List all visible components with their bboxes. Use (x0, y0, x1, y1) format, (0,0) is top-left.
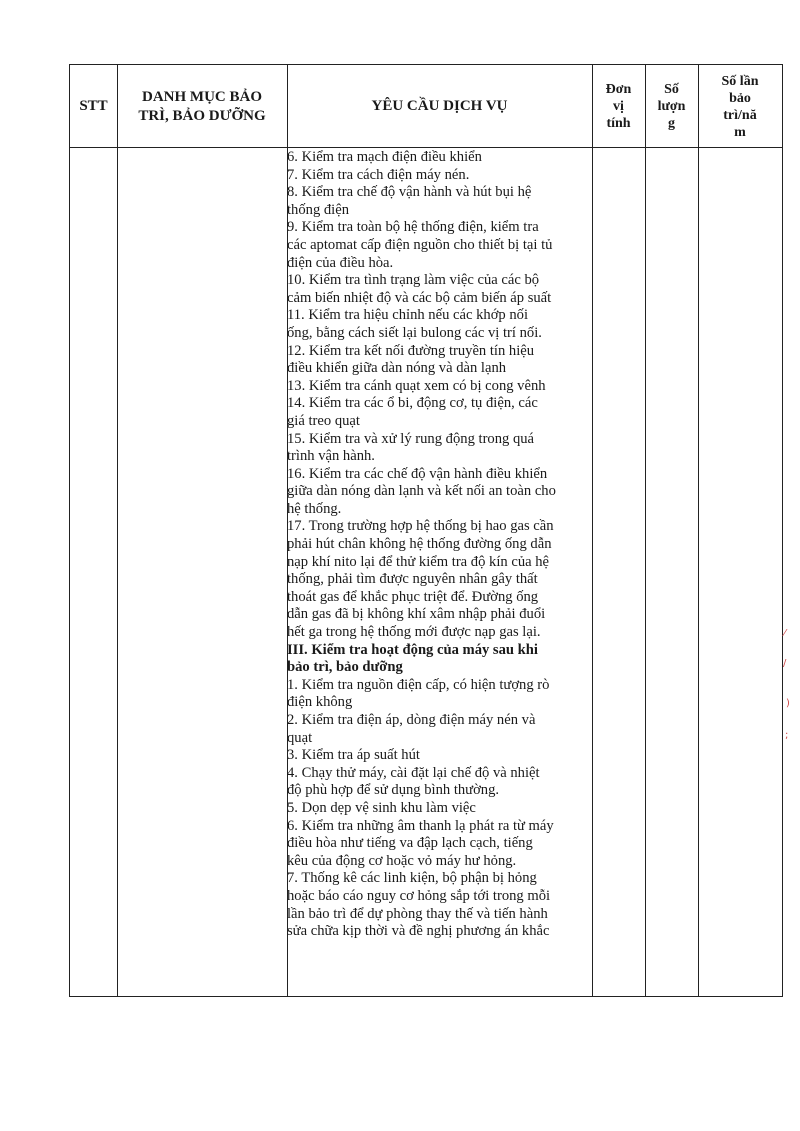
column-divider (698, 65, 699, 996)
header-so-luong-line: Số (664, 82, 679, 97)
text-line: hệ thống. (287, 500, 342, 517)
table-header (70, 65, 782, 148)
header-so-lan-line: bảo (729, 90, 751, 106)
header-don-vi-line: tính (606, 116, 631, 131)
header-so-luong (645, 65, 698, 148)
text-line: 8. Kiểm tra chế độ vận hành và hút bụi hệ (287, 184, 532, 201)
text-line: điều hòa như tiếng va đập lạch cạch, tiếng (287, 835, 533, 852)
text-line: lần bảo trì để dự phòng thay thế và tiến hành (287, 905, 548, 922)
text-line: độ phù hợp để sử dụng bình thường. (287, 782, 500, 799)
header-danh-muc-line: DANH MỤC BẢO (142, 88, 262, 105)
text-line: phải hút chân không hệ thống đường ống dẫn (287, 536, 552, 553)
text-line: các aptomat cấp điện nguồn cho thiết bị tại tủ (287, 236, 553, 253)
section-title: bảo trì, bảo dưỡng (287, 659, 403, 676)
text-line: 7. Thống kê các linh kiện, bộ phận bị hỏng (287, 870, 537, 887)
text-line: 12. Kiểm tra kết nối đường truyền tín hiệu (287, 342, 535, 359)
text-line: hết ga trong hệ thống mới được nạp gas lại. (287, 624, 541, 641)
header-so-lan-line: m (734, 124, 746, 140)
header-don-vi-line: vị (613, 99, 624, 114)
text-line: thống điện (287, 201, 350, 218)
text-line: thống, phải tìm được nguyên nhân gây thất (287, 571, 538, 588)
text-line: 1. Kiểm tra nguồn điện cấp, có hiện tượng rò (287, 676, 550, 693)
text-line: sửa chữa kịp thời và đề nghị phương án khắc (287, 923, 550, 940)
header-so-luong-line: lượn (657, 99, 686, 114)
text-line: hoặc báo cáo nguy cơ hỏng sắp tới trong mỗi (287, 887, 551, 904)
text-line: 4. Chạy thử máy, cài đặt lại chế độ và nhiệt (287, 764, 540, 781)
text-line: cảm biến nhiệt độ và các bộ cảm biến áp suất (287, 289, 552, 306)
service-table (69, 64, 783, 997)
text-line: quạt (287, 729, 313, 746)
text-line: 3. Kiểm tra áp suất hút (287, 747, 420, 764)
margin-mark: ; (785, 730, 789, 741)
service-requirements-text (287, 148, 592, 941)
text-line: 14. Kiểm tra các ổ bi, động cơ, tụ điện, các (287, 395, 538, 412)
text-line: 6. Kiểm tra những âm thanh lạ phát ra từ máy (287, 817, 554, 834)
text-line: 6. Kiểm tra mạch điện điều khiển (287, 149, 482, 165)
header-so-lan-line: Số lần (721, 73, 759, 89)
header-danh-muc-line: TRÌ, BẢO DƯỠNG (138, 107, 266, 124)
text-line: điện không (287, 694, 353, 711)
text-line: trình vận hành. (287, 448, 375, 465)
text-line: 13. Kiểm tra cánh quạt xem có bị cong vênh (287, 377, 546, 394)
text-line: nạp khí nito lại để thử kiểm tra độ kín của hệ (287, 553, 550, 570)
header-so-lan (698, 65, 782, 148)
column-divider (592, 65, 593, 996)
text-line: 11. Kiểm tra hiệu chỉnh nếu các khớp nối (287, 307, 529, 324)
text-line: 2. Kiểm tra điện áp, dòng điện máy nén và (287, 712, 536, 728)
text-line: giá treo quạt (287, 412, 360, 429)
text-line: kêu của động cơ hoặc vỏ máy hư hỏng. (287, 852, 517, 869)
text-line: dẫn gas đã bị không khí xâm nhập phải đuổi (287, 606, 546, 623)
header-yeu-cau: YÊU CẦU DỊCH VỤ (371, 98, 508, 114)
text-line: 10. Kiểm tra tình trạng làm việc của các bộ (287, 272, 540, 289)
margin-mark: ) (786, 698, 790, 709)
header-don-vi-line: Đơn (605, 82, 632, 97)
column-divider (117, 65, 118, 996)
header-danh-muc (117, 65, 287, 148)
text-line: 15. Kiểm tra và xử lý rung động trong quá (287, 430, 535, 447)
header-don-vi (592, 65, 645, 148)
text-line: giữa dàn nóng dàn lạnh và kết nối an toàn cho (287, 483, 556, 500)
column-divider (645, 65, 646, 996)
text-line: điều khiển giữa dàn nóng và dàn lạnh (287, 360, 507, 377)
section-title: III. Kiểm tra hoạt động của máy sau khi (287, 641, 538, 658)
text-line: ống, bằng cách siết lại bulong các vị trí nối. (287, 324, 542, 341)
header-stt: STT (79, 98, 108, 114)
margin-mark: ⁄ (784, 628, 786, 639)
text-line: thoát gas để khắc phục triệt để. Đường ống (287, 588, 539, 605)
header-so-lan-line: trì/nă (723, 107, 757, 123)
text-line: 7. Kiểm tra cách điện máy nén. (287, 166, 470, 183)
text-line: 17. Trong trường hợp hệ thống bị hao gas cần (287, 518, 554, 535)
margin-mark: / (783, 658, 787, 669)
text-line: 9. Kiểm tra toàn bộ hệ thống điện, kiểm tra (287, 219, 539, 236)
text-line: 16. Kiểm tra các chế độ vận hành điều khiển (287, 465, 548, 482)
margin-marks (780, 620, 800, 760)
header-so-luong-line: g (668, 116, 675, 131)
text-line: 5. Dọn dẹp vệ sinh khu làm việc (287, 799, 476, 816)
text-line: điện của điều hòa. (287, 254, 394, 271)
